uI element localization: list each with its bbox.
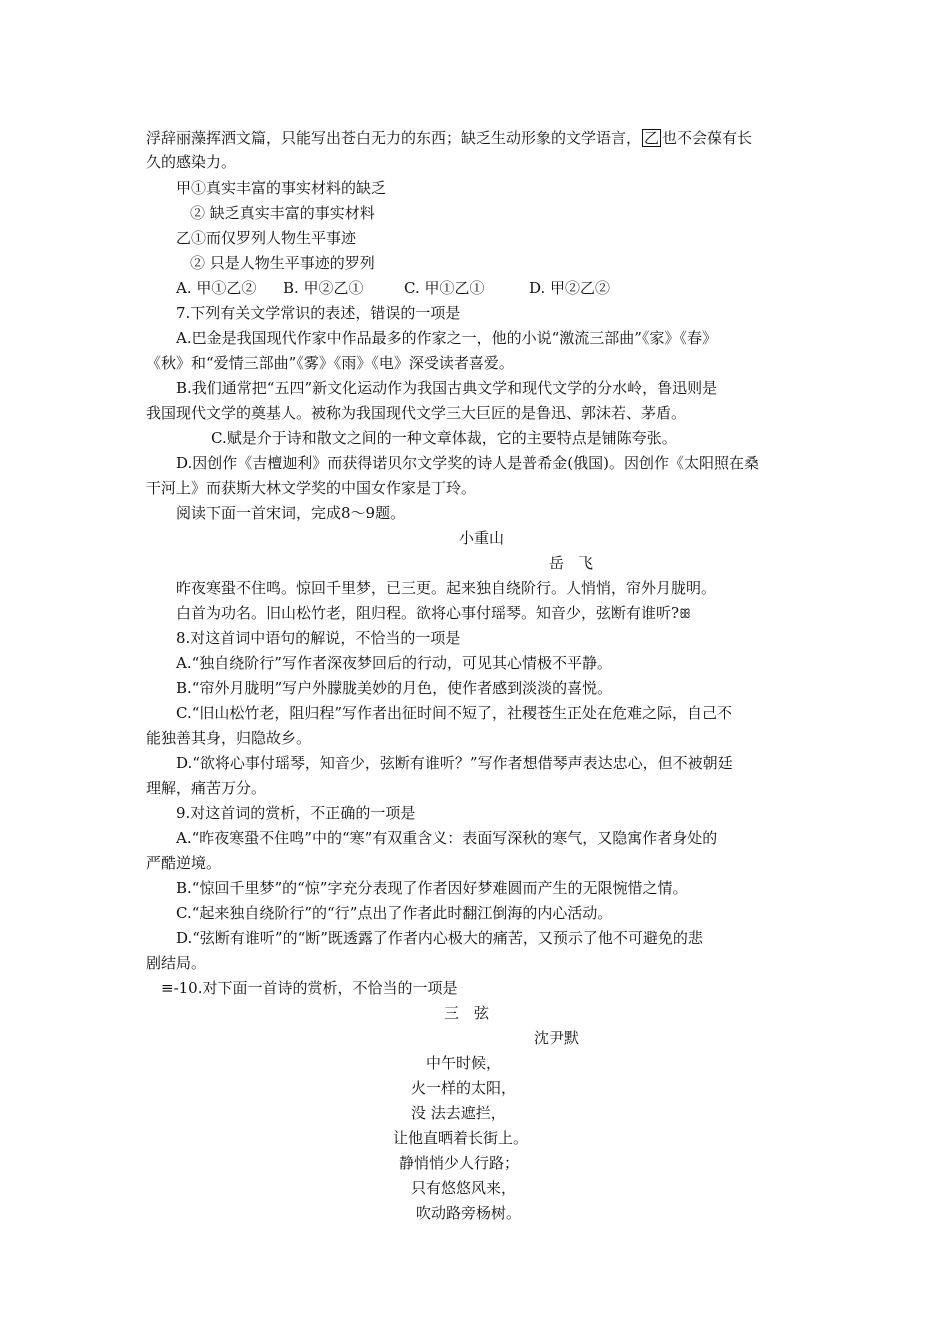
q6-passage-line2: 久的感染力。 [146,153,237,171]
q7-option-b-line1: B.我们通常把“五四”新文化运动作为我国古典文学和现代文学的分水岭，鲁迅则是 [176,379,718,397]
q8-option-d-line2: 理解，痛苦万分。 [146,779,267,797]
q7-option-b-line2: 我国现代文学的奠基人。被称为我国现代文学三大巨匠的是鲁迅、郭沫若、茅盾。 [146,404,687,422]
q8-option-c-line2: 能独善其身，归隐故乡。 [146,729,312,747]
q9-stem: 9.对这首词的赏析，不正确的一项是 [176,804,416,822]
q10-poem-title: 三弦 [444,1004,505,1022]
q8-option-c-line1: C.“旧山松竹老，阻归程”写作者出征时间不短了，社稷苍生正处在危难之际，自己不 [176,704,733,722]
q7-stem: 7.下列有关文学常识的表述，错误的一项是 [176,304,461,322]
poem-line1: 昨夜寒蛩不住鸣。惊回千里梦，已三更。起来独自绕阶行。人悄悄，帘外月胧明。 [176,579,717,597]
q6-choice-b: B. 甲②乙① [283,279,364,297]
q8-stem: 8.对这首词中语句的解说，不恰当的一项是 [176,629,461,647]
q9-option-a-line1: A.“昨夜寒蛩不住鸣”中的“寒”有双重含义：表面写深秋的寒气，又隐寓作者身处的 [176,829,718,847]
q6-jia-option1: 甲①真实丰富的事实材料的缺乏 [176,179,387,197]
q10-poem-author: 沈尹默 [534,1029,580,1047]
poem-line2: 白首为功名。旧山松竹老，阻归程。欲将心事付瑶琴。知音少，弦断有谁听?ꕥ [176,604,692,622]
q6-jia-option2: ② 缺乏真实丰富的事实材料 [190,204,375,222]
q10-poem-line4: 让他直晒着长街上。 [393,1129,529,1147]
poem-instruction: 阅读下面一首宋词，完成8～9题。 [176,504,406,522]
q9-option-a-line2: 严酷逆境。 [146,854,222,872]
q7-option-d-line2: 干河上》而获斯大林文学奖的中国女作家是丁玲。 [146,479,477,497]
poem-author: 岳飞 [549,554,608,572]
q9-option-b: B.“惊回千里梦”的“惊”字充分表现了作者因好梦难圆而产生的无限惋惜之情。 [176,879,688,897]
end-mark-icon: ꕥ [679,607,692,622]
q9-option-d-line1: D.“弦断有谁听”的“断”既透露了作者内心极大的痛苦，又预示了他不可避免的悲 [176,929,703,947]
q7-option-a-line2: 《秋》和“爱情三部曲”《雾》《雨》《电》深受读者喜爱。 [146,354,514,372]
q10-stem: ≡-10.对下面一首诗的赏析，不恰当的一项是 [161,979,458,997]
q10-poem-line6: 只有悠悠风来， [411,1179,517,1197]
poem-title: 小重山 [459,529,505,547]
q8-option-d-line1: D.“欲将心事付瑶琴，知音少，弦断有谁听？”写作者想借琴声表达忠心，但不被朝廷 [176,754,733,772]
q10-poem-line3: 没 法去遮拦， [411,1104,506,1122]
q6-choice-c: C. 甲①乙① [404,279,485,297]
q7-option-d-line1: D.因创作《吉檀迦利》而获得诺贝尔文学奖的诗人是普希金(俄国)。因创作《太阳照在桑 [176,454,759,472]
q9-option-c: C.“起来独自绕阶行”的“行”点出了作者此时翻江倒海的内心活动。 [176,904,613,922]
q6-choice-d: D. 甲②乙② [529,279,611,297]
q10-poem-line7: 吹动路旁杨树。 [416,1204,522,1222]
q6-passage-line1: 浮辞丽藻挥洒文篇，只能写出苍白无力的东西；缺乏生动形象的文学语言， 乙 也不会葆有长 [146,129,753,147]
q10-poem-line2: 火一样的太阳， [411,1079,517,1097]
q6-choice-a: A. 甲①乙② [176,279,257,297]
q9-option-d-line2: 剧结局。 [146,954,207,972]
q6-yi-option1: 乙①而仅罗列人物生平事迹 [176,229,357,247]
q8-option-b: B.“帘外月胧明”写户外朦胧美妙的月色，使作者感到淡淡的喜悦。 [176,679,613,697]
blank-marker-yi: 乙 [644,129,660,147]
q10-poem-line5: 静悄悄少人行路； [399,1154,520,1172]
q8-option-a: A.“独自绕阶行”写作者深夜梦回后的行动，可见其心情极不平静。 [176,654,612,672]
q7-option-c: C.赋是介于诗和散文之间的一种文章体裁，它的主要特点是铺陈夸张。 [211,429,677,447]
q6-yi-option2: ② 只是人物生平事迹的罗列 [190,254,375,272]
q7-option-a-line1: A.巴金是我国现代作家中作品最多的作家之一，他的小说“激流三部曲”《家》《春》 [176,329,717,347]
q10-poem-line1: 中午时候， [426,1054,502,1072]
q6-choices [176,278,610,298]
